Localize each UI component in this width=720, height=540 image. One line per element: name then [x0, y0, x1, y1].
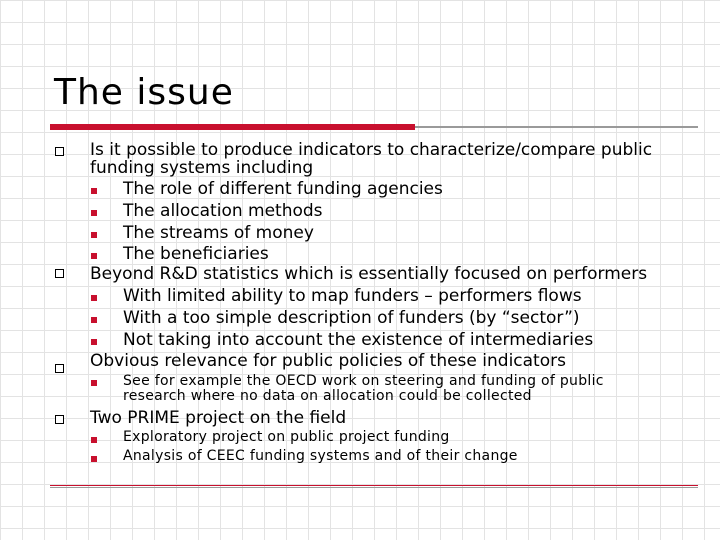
slide-title: The issue	[54, 72, 234, 113]
bullet-marker	[55, 415, 64, 424]
title-underline-red	[50, 124, 415, 130]
sub-bullet-marker	[91, 456, 97, 462]
sub-bullet-text: With a too simple description of funders (by “sector”)	[123, 308, 580, 328]
sub-bullet-text: The role of different funding agencies	[123, 179, 443, 199]
sub-bullet-marker	[91, 437, 97, 443]
bullet-text: Beyond R&D statistics which is essentially focused on performers	[90, 264, 648, 284]
sub-bullet-marker	[91, 232, 97, 238]
sub-bullet-text-cont: research where no data on allocation could be collected	[123, 388, 532, 404]
sub-bullet-text: Not taking into account the existence of intermediaries	[123, 330, 594, 350]
bullet-text: Is it possible to produce indicators to characterize/compare public	[90, 140, 653, 160]
bullet-marker	[55, 269, 64, 278]
sub-bullet-marker	[91, 339, 97, 345]
footer-rule-gray	[50, 487, 698, 488]
title-underline-gray	[415, 126, 698, 128]
bullet-text: Obvious relevance for public policies of these indicators	[90, 351, 566, 371]
sub-bullet-text: Exploratory project on public project funding	[123, 429, 450, 445]
sub-bullet-marker	[91, 253, 97, 259]
sub-bullet-text: See for example the OECD work on steering and funding of public	[123, 373, 604, 389]
sub-bullet-marker	[91, 295, 97, 301]
sub-bullet-text: The streams of money	[123, 223, 314, 243]
bullet-marker	[55, 147, 64, 156]
bullet-marker	[55, 364, 64, 373]
sub-bullet-marker	[91, 188, 97, 194]
sub-bullet-text: Analysis of CEEC funding systems and of their change	[123, 448, 518, 464]
sub-bullet-marker	[91, 317, 97, 323]
sub-bullet-text: With limited ability to map funders – performers flows	[123, 286, 582, 306]
sub-bullet-marker	[91, 380, 97, 386]
sub-bullet-text: The allocation methods	[123, 201, 323, 221]
bullet-text-cont: funding systems including	[90, 158, 314, 178]
footer-rule-red	[50, 485, 698, 486]
sub-bullet-marker	[91, 210, 97, 216]
sub-bullet-text: The beneficiaries	[123, 244, 269, 264]
bullet-text: Two PRIME project on the field	[90, 408, 347, 428]
